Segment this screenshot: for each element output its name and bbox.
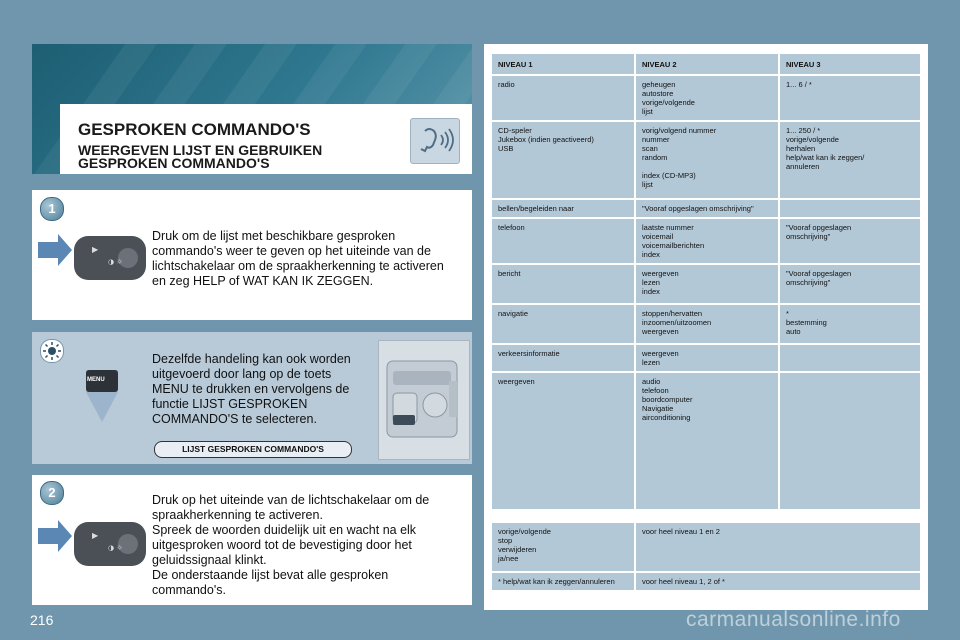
table-row: radio geheugen autostore vorige/volgende lijst 1... 6 / *	[492, 76, 920, 120]
voice-commands-table	[490, 52, 922, 592]
table-header: NIVEAU 1	[492, 54, 634, 74]
dashboard-panel-illustration	[378, 340, 470, 460]
voice-command-icon	[410, 118, 460, 164]
lijst-gesproken-commandos-button[interactable]: LIJST GESPROKEN COMMANDO'S	[154, 441, 352, 458]
table-header: NIVEAU 2	[636, 54, 778, 74]
step-1-badge: 1	[40, 197, 64, 221]
table-footer-row: * help/wat kan ik zeggen/annuleren voor heel niveau 1, 2 of *	[492, 573, 920, 590]
svg-text:▶: ▶	[92, 531, 99, 540]
page-subtitle: WEERGEVEN LIJST EN GEBRUIKEN GESPROKEN COMMANDO'S	[78, 142, 323, 171]
svg-text:◑ ☼: ◑ ☼	[108, 544, 123, 552]
table-row: navigatie stoppen/hervatten inzoomen/uitzoomen weergeven * bestemming auto	[492, 305, 920, 343]
step-2-badge: 2	[40, 481, 64, 505]
light-switch-lever-illustration	[38, 228, 146, 288]
table-footer-row: vorige/volgende stop verwijderen ja/nee voor heel niveau 1 en 2	[492, 523, 920, 571]
table-row: verkeersinformatie weergeven lezen	[492, 345, 920, 371]
page-title: GESPROKEN COMMANDO'S	[78, 120, 311, 139]
step-2-text: Druk op het uiteinde van de lichtschakelaar om de spraakherkenning te activeren. Spreek de woorden duidelijk uit en wacht na elk uitgesproken woord tot de bevestiging door het geluidssignaal klinkt. De onderstaande lijst bevat alle gesproken commando's.	[152, 493, 430, 597]
table-row: CD-speler Jukebox (indien geactiveerd) USB vorig/volgend nummer nummer scan random index (CD-MP3) lijst 1... 250 / * vorige/volgende herhalen help/wat kan ik zeggen/ annuleren	[492, 122, 920, 198]
menu-key-illustration	[82, 366, 122, 424]
light-switch-lever-illustration-2	[38, 514, 146, 574]
table-row: bellen/begeleiden naar "Vooraf opgeslagen omschrijving"	[492, 200, 920, 217]
table-row: telefoon laatste nummer voicemail voicemailberichten index "Vooraf opgeslagen omschrijving"	[492, 219, 920, 263]
table-row	[492, 511, 920, 521]
menu-key-label: MENU	[87, 377, 105, 383]
watermark: carmanualsonline.info	[686, 608, 901, 631]
svg-text:▶: ▶	[92, 245, 99, 254]
step-1-text: Druk om de lijst met beschikbare gesproken commando's weer te geven op het uiteinde van de lichtschakelaar om de spraakherkenning te activeren en zeg HELP of WAT KAN IK ZEGGEN.	[152, 229, 444, 288]
table-row: weergeven audio telefoon boordcomputer Navigatie airconditioning	[492, 373, 920, 509]
step-menu-text: Dezelfde handeling kan ook worden uitgevoerd door lang op de toets MENU te drukken en vervolgens de functie LIJST GESPROKEN COMMANDO'S te selecteren.	[152, 352, 351, 426]
sun-icon	[40, 339, 64, 363]
table-header: NIVEAU 3	[780, 54, 920, 74]
svg-text:◑ ☼: ◑ ☼	[108, 258, 123, 266]
table-row: bericht weergeven lezen index "Vooraf opgeslagen omschrijving"	[492, 265, 920, 303]
page-number: 216	[30, 612, 54, 628]
